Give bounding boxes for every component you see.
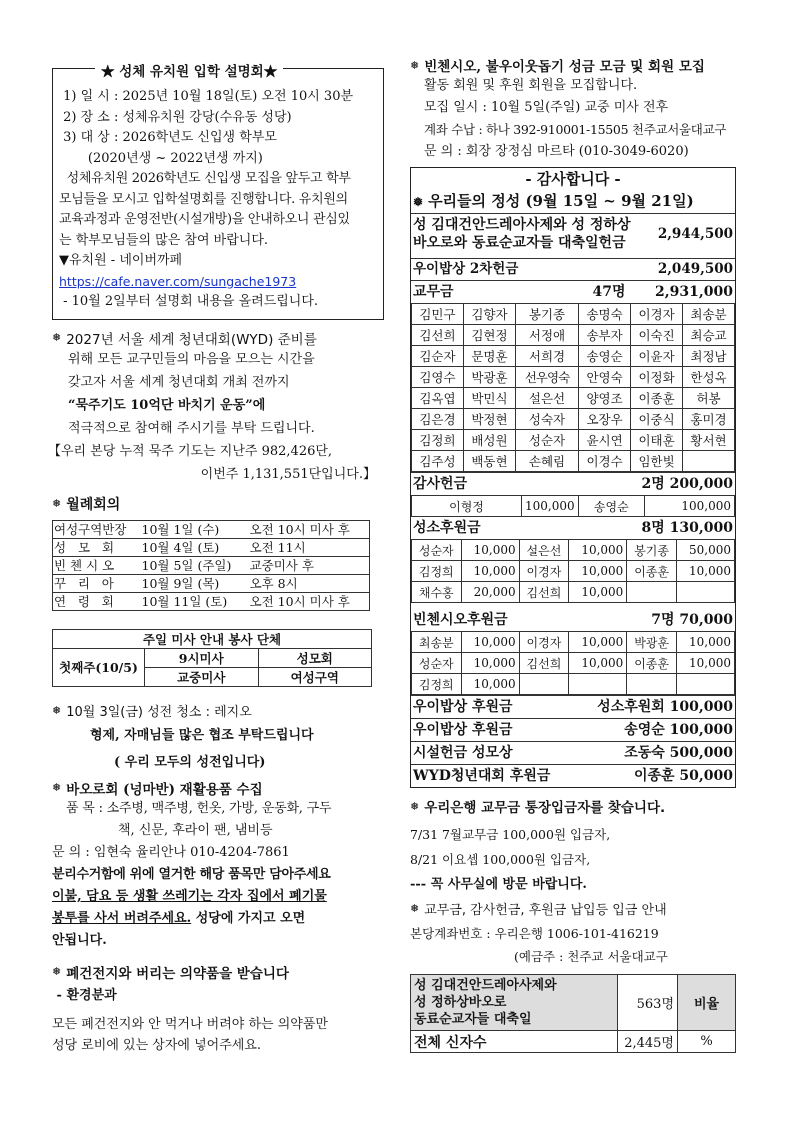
left-column (48, 52, 384, 1056)
payment-account: 본당계좌번호 : 우리은행 1006-101-416219 (410, 926, 659, 941)
event-line: 2) 장 소 : 성체유치원 강당(수유동 성당) (59, 109, 292, 125)
donor-name: 이경수 (579, 451, 631, 472)
meetings-heading: 월례회의 (66, 496, 121, 513)
event-note: - 10월 2일부터 설명회 내용을 올려드립니다. (59, 294, 319, 309)
right-column (410, 55, 736, 1053)
seongso-table (411, 539, 735, 603)
donor-name: 서정애 (515, 325, 578, 346)
ubap-amount: 2,049,500 (657, 261, 733, 277)
donor-name: 성순자 (412, 653, 462, 674)
donor-name: 김옥엽 (412, 388, 464, 409)
donor-amount: 10,000 (676, 561, 734, 582)
donor-amount: 100,000 (522, 496, 579, 517)
memorial-label: 성 김대건안드레아사제와 성 정하상 (413, 217, 631, 233)
bank-heading: 우리은행 교무금 통장입금자를 찾습니다. (424, 800, 666, 816)
table-row (411, 1031, 736, 1053)
donor-name: 이종훈 (627, 561, 677, 582)
donor-amount (676, 674, 734, 695)
rosary-count-line: 이번주 1,131,551단입니다.】 (200, 466, 376, 482)
bank-line: 7/31 7월교무금 100,000원 입금자, (410, 827, 611, 842)
seongso-row (411, 517, 735, 539)
memorial-row (411, 213, 735, 254)
table-row (412, 582, 735, 603)
donor-name: 송영순 (579, 346, 631, 367)
table-row (53, 629, 372, 648)
wyd-section (48, 328, 384, 486)
donor-name: 김선희 (519, 653, 569, 674)
donor-name: 이종훈 (627, 653, 677, 674)
recycle-line: 이불, 담요 등 생활 쓰레기는 각자 집에서 폐기물 (52, 888, 327, 904)
donor-name: 최정남 (683, 346, 735, 367)
cleaning-line: ( 우리 모두의 성전입니다) (114, 754, 266, 770)
donor-name: 홍미경 (683, 409, 735, 430)
donor-name: 임한빛 (631, 451, 683, 472)
donor-name: 이형정 (412, 496, 522, 517)
thanks-box (410, 167, 736, 788)
extra-amount: 100,000 (669, 699, 733, 715)
bullet-icon: ❅ (52, 703, 62, 717)
thanks-subtitle: 우리들의 정성 (9월 15일 ~ 9월 21일) (428, 192, 694, 210)
donor-name: 박정현 (463, 409, 515, 430)
donor-amount: 10,000 (461, 632, 519, 653)
table-row (412, 632, 735, 653)
mass-service-table (52, 629, 372, 687)
vincent-account: 계좌 수납 : 하나 392-910001-15505 천주교서울대교구 (424, 122, 727, 137)
donor-amount: 10,000 (569, 653, 627, 674)
donor-name: 성순자 (412, 540, 462, 561)
stats-label-line: 성 김대건안드레아사제와 (414, 978, 557, 993)
donor-name: 김은경 (412, 409, 464, 430)
gyomu-row (411, 280, 735, 303)
table-row (53, 574, 370, 592)
donor-name: 김민구 (412, 304, 464, 325)
event-line: 교육과정과 운영전반(시설개방)을 안내하오니 관심있 (59, 212, 350, 227)
event-line: 모님들을 모시고 입학설명회를 진행합니다. 유치원의 (59, 191, 348, 207)
donor-name: 김현정 (463, 325, 515, 346)
table-row (411, 975, 736, 1031)
bullet-icon: ❅ (410, 799, 420, 813)
meeting-time: 오후 8시 (249, 574, 370, 592)
extra-label: 우이밥상 후원금 (413, 699, 513, 715)
cleaning-section (52, 701, 384, 776)
wyd-line: “묵주기도 10억단 바치기 운동”에 (68, 397, 266, 413)
donor-name: 이경자 (519, 561, 569, 582)
donor-name: 송부자 (579, 325, 631, 346)
table-row (412, 388, 735, 409)
stats-label-line: 동료순교자들 대축일 (414, 1012, 532, 1027)
vincent-contact: 문 의 : 회장 장정심 마르타 (010-3049-6020) (424, 144, 689, 159)
payment-holder: (예금주 : 천주교 서울대교구 (514, 949, 668, 964)
vincent-fund-row (411, 609, 735, 631)
meetings-section (52, 494, 384, 611)
donor-name: 설은선 (519, 540, 569, 561)
donor-amount: 10,000 (569, 561, 627, 582)
donor-amount (569, 674, 627, 695)
bullet-icon: ❅ (413, 195, 424, 209)
extra-donation-row (411, 718, 735, 741)
event-line: 3) 대 상 : 2026학년도 신입생 학부모 (59, 130, 277, 145)
battery-sub: - 환경분과 (52, 987, 117, 1003)
table-row (412, 430, 735, 451)
extra-amount: 500,000 (669, 745, 733, 761)
meeting-date: 10월 4일 (토) (141, 538, 249, 556)
extra-amount: 100,000 (669, 722, 733, 738)
bullet-icon: ❅ (410, 902, 420, 915)
donor-amount: 10,000 (461, 653, 519, 674)
event-line: 는 학부모님들의 많은 참여 바랍니다. (59, 232, 269, 248)
donor-name: 설은선 (515, 388, 578, 409)
donor-name: 선우영숙 (515, 367, 578, 388)
donor-name: 오장우 (579, 409, 631, 430)
stats-ratio-value: % (678, 1031, 736, 1053)
stats-label (411, 975, 618, 1031)
donor-name: 허봉 (683, 388, 735, 409)
seongso-summary: 8명 130,000 (641, 520, 733, 536)
table-row (53, 556, 370, 574)
stats-table (410, 974, 736, 1053)
stats-label-line: 성 정하상바오로 (414, 995, 507, 1010)
recycle-line: 안됩니다. (52, 932, 107, 948)
donor-name: 박민식 (463, 388, 515, 409)
stats-total-label: 전체 신자수 (411, 1031, 618, 1053)
stats-ratio-label: 비율 (678, 975, 736, 1031)
table-row (412, 346, 735, 367)
donor-name: 김정희 (412, 674, 462, 695)
bank-line: 8/21 이요셉 100,000원 입금자, (410, 852, 591, 867)
vincent-line: 모집 일시 : 10월 5일(주일) 교중 미사 전후 (424, 100, 669, 115)
donor-name: 안영숙 (579, 367, 631, 388)
extra-right (624, 719, 733, 741)
recycle-line: 품 목 : 소주병, 맥주병, 헌옷, 가방, 운동화, 구두 (66, 800, 332, 816)
gyomu-label: 교무금 (413, 284, 454, 300)
donor-name: 송영순 (578, 496, 644, 517)
donor-amount: 10,000 (461, 561, 519, 582)
vincent-fund-summary: 7명 70,000 (651, 612, 733, 628)
recycle-section (52, 778, 384, 952)
vincent-fund-label: 빈첸시오후원금 (413, 612, 508, 628)
event-line: ▼유치원 - 네이버까페 (59, 253, 183, 268)
extra-donations (411, 695, 735, 787)
extra-donation-row (411, 741, 735, 764)
donor-name: 이태훈 (631, 430, 683, 451)
recycle-line: 책, 신문, 후라이 팬, 냄비등 (118, 822, 273, 838)
recycle-heading: 바오로회 (넝마반) 재활용품 수집 (66, 781, 263, 798)
wyd-heading: 2027년 서울 세계 청년대회(WYD) 준비를 (66, 331, 317, 348)
donor-amount: 10,000 (676, 653, 734, 674)
rosary-count-line: 【우리 본당 누적 묵주 기도는 지난주 982,426단, (48, 443, 333, 459)
table-row (412, 674, 735, 695)
wyd-line: 적극적으로 참여해 주시기를 부탁 드립니다. (68, 420, 315, 436)
donor-amount: 10,000 (676, 632, 734, 653)
meeting-date: 10월 9일 (목) (141, 574, 249, 592)
donor-name: 봉기종 (515, 304, 578, 325)
ubap-row (411, 258, 735, 280)
stats-value: 563명 (618, 975, 678, 1031)
meeting-time: 오전 10시 미사 후 (249, 592, 370, 610)
gyomu-amount: 2,931,000 (655, 284, 733, 300)
recycle-line: 봉투를 사서 버려주세요. (52, 910, 192, 926)
donor-name: 최송분 (412, 632, 462, 653)
recycle-line: 성당에 가지고 오면 (191, 910, 306, 926)
donor-name: 문명훈 (463, 346, 515, 367)
gyomu-count: 47명 (592, 284, 626, 300)
table-row (412, 409, 735, 430)
vincent-section (410, 55, 736, 163)
table-row (53, 538, 370, 556)
table-row (412, 304, 735, 325)
meeting-date: 10월 1일 (수) (141, 520, 249, 538)
seongso-label: 성소후원금 (413, 520, 481, 536)
thanks-title: - 감사합니다 - (525, 170, 621, 188)
donor-name: 배성원 (463, 430, 515, 451)
table-row (412, 325, 735, 346)
gyomu-names-table (411, 303, 735, 472)
donor-name: 송명숙 (579, 304, 631, 325)
donor-name: 김정희 (412, 561, 462, 582)
bank-section (410, 796, 736, 897)
kindergarten-event-box (52, 64, 384, 320)
donor-name: 김순자 (412, 346, 464, 367)
stats-total-value: 2,445명 (618, 1031, 678, 1053)
extra-right (597, 696, 733, 718)
event-title: ★ 성체 유치원 입학 설명회★ (95, 60, 283, 80)
event-line: 1) 일 시 : 2025년 10월 18일(토) 오전 10시 30분 (59, 89, 354, 104)
donor-amount: 10,000 (461, 540, 519, 561)
donor-name: 이종훈 (631, 388, 683, 409)
donor-name: 김정희 (412, 430, 464, 451)
table-row (412, 451, 735, 472)
mass-time: 교중미사 (145, 667, 259, 686)
donor-name: 김영수 (412, 367, 464, 388)
gamsa-summary: 2명 200,000 (641, 476, 733, 492)
meeting-group: 성 모 회 (53, 538, 141, 556)
donor-name: 박광훈 (627, 632, 677, 653)
recycle-contact: 문 의 : 임현숙 율리안나 010-4204-7861 (52, 844, 290, 860)
mass-week: 첫째주(10/5) (53, 648, 145, 686)
bank-line: --- 꼭 사무실에 방문 바랍니다. (410, 877, 587, 892)
extra-label: 시설헌금 성모상 (413, 745, 513, 761)
bullet-icon: ❅ (52, 781, 62, 794)
donor-name: 한성옥 (683, 367, 735, 388)
bullet-icon: ❅ (52, 497, 62, 510)
table-row (412, 367, 735, 388)
extra-donor: 조동숙 (624, 745, 665, 761)
table-row (412, 540, 735, 561)
donor-amount: 100,000 (645, 496, 735, 517)
recycle-line: 분리수거함에 위에 열거한 해당 품목만 담아주세요 (52, 866, 331, 882)
extra-right (624, 742, 733, 764)
donor-amount: 50,000 (676, 540, 734, 561)
wyd-line: 위해 모든 교구민들의 마음을 모으는 시간을 (68, 351, 315, 367)
donor-name: 이중식 (631, 409, 683, 430)
table-row (53, 520, 370, 538)
donor-amount: 10,000 (569, 632, 627, 653)
event-line: (2020년생 ~ 2022년생 까지) (59, 150, 263, 166)
donor-name (627, 674, 677, 695)
battery-line: 모든 폐건전지와 안 먹거나 버려야 하는 의약품만 (52, 1016, 328, 1032)
extra-label: WYD청년대회 후원금 (413, 768, 551, 784)
battery-line: 성당 로비에 있는 상자에 넣어주세요. (52, 1037, 262, 1053)
donor-name (683, 451, 735, 472)
mass-group: 여성구역 (258, 667, 372, 686)
payment-section (410, 899, 736, 968)
vincent-fund-table (411, 631, 735, 695)
donor-name: 김선희 (519, 582, 569, 603)
donor-name: 봉기종 (627, 540, 677, 561)
donor-amount: 10,000 (569, 582, 627, 603)
cafe-link[interactable]: https://cafe.naver.com/sungache1973 (59, 273, 297, 289)
table-row (53, 648, 372, 667)
extra-donor: 성소후원회 (597, 699, 665, 715)
extra-donor: 이종훈 (633, 768, 675, 784)
donor-amount: 10,000 (461, 674, 519, 695)
donor-name: 성숙자 (515, 409, 578, 430)
bullet-icon: ❅ (52, 965, 62, 978)
donor-amount: 10,000 (569, 540, 627, 561)
donor-name: 최승교 (683, 325, 735, 346)
extra-donation-row (411, 695, 735, 718)
cleaning-line: 형제, 자매님들 많은 협조 부탁드립니다 (90, 727, 314, 743)
table-row (412, 653, 735, 674)
extra-donor: 송영순 (624, 722, 665, 738)
meeting-group: 여성구역반장 (53, 520, 141, 538)
battery-heading: 폐건전지와 버리는 의약품을 받습니다 (66, 965, 289, 982)
meetings-table (52, 520, 370, 611)
meeting-group: 꾸 리 아 (53, 574, 141, 592)
extra-right (634, 765, 733, 787)
payment-heading: 교무금, 감사헌금, 후원금 납입등 입금 안내 (424, 903, 667, 918)
wyd-line: 갖고자 서울 세계 청년대회 개최 전까지 (68, 374, 290, 390)
meeting-date: 10월 5일 (주일) (141, 556, 249, 574)
mass-group: 성모회 (258, 648, 372, 667)
donor-name: 성순자 (515, 430, 578, 451)
donor-name: 이숙진 (631, 325, 683, 346)
donor-name: 박광훈 (463, 367, 515, 388)
table-row (412, 561, 735, 582)
mass-time: 9시미사 (145, 648, 259, 667)
bullet-icon: ❅ (52, 331, 62, 344)
mass-service-title: 주일 미사 안내 봉사 단체 (53, 629, 372, 648)
donor-name: 백동현 (463, 451, 515, 472)
meeting-group: 빈 첸 시 오 (53, 556, 141, 574)
donor-amount: 20,000 (461, 582, 519, 603)
gamsa-table (411, 495, 735, 517)
gamsa-row (411, 472, 735, 495)
extra-amount: 50,000 (679, 768, 733, 784)
donor-name: 김향자 (463, 304, 515, 325)
extra-label: 우이밥상 후원금 (413, 722, 513, 738)
donor-name: 황서현 (683, 430, 735, 451)
donor-name: 이경자 (519, 632, 569, 653)
memorial-amount: 2,944,500 (657, 226, 733, 242)
donor-name: 이정화 (631, 367, 683, 388)
bullet-icon: ❅ (410, 58, 420, 72)
battery-section (52, 962, 384, 1056)
donor-amount (676, 582, 734, 603)
meeting-group: 연 령 회 (53, 592, 141, 610)
ubap-label: 우이밥상 2차헌금 (413, 261, 519, 277)
donor-name: 김선희 (412, 325, 464, 346)
extra-donation-row (411, 764, 735, 787)
donor-name: 윤시연 (579, 430, 631, 451)
donor-name: 이윤자 (631, 346, 683, 367)
memorial-label: 바오로와 동료순교자들 대축일헌금 (413, 235, 626, 251)
donor-name (627, 582, 677, 603)
donor-name: 최송분 (683, 304, 735, 325)
donor-name: 양영조 (579, 388, 631, 409)
donor-name: 서희경 (515, 346, 578, 367)
table-row (412, 496, 735, 517)
vincent-heading: 빈첸시오, 불우이웃돕기 성금 모금 및 회원 모집 (424, 59, 705, 75)
meeting-time: 교중미사 후 (249, 556, 370, 574)
donor-name: 이경자 (631, 304, 683, 325)
donor-name (519, 674, 569, 695)
gamsa-label: 감사헌금 (413, 476, 468, 492)
vincent-line: 활동 회원 및 후원 회원을 모집합니다. (424, 78, 638, 93)
cleaning-heading: 10월 3일(금) 성전 청소 : 레지오 (66, 704, 252, 720)
meeting-time: 오전 10시 미사 후 (249, 520, 370, 538)
donor-name: 김주성 (412, 451, 464, 472)
meeting-time: 오전 11시 (249, 538, 370, 556)
event-line: 성체유치원 2026학년도 신입생 모집을 앞두고 학부 (59, 171, 351, 186)
meeting-date: 10월 11일 (토) (141, 592, 249, 610)
donor-name: 손혜림 (515, 451, 578, 472)
donor-name: 채수홍 (412, 582, 462, 603)
table-row (53, 592, 370, 610)
